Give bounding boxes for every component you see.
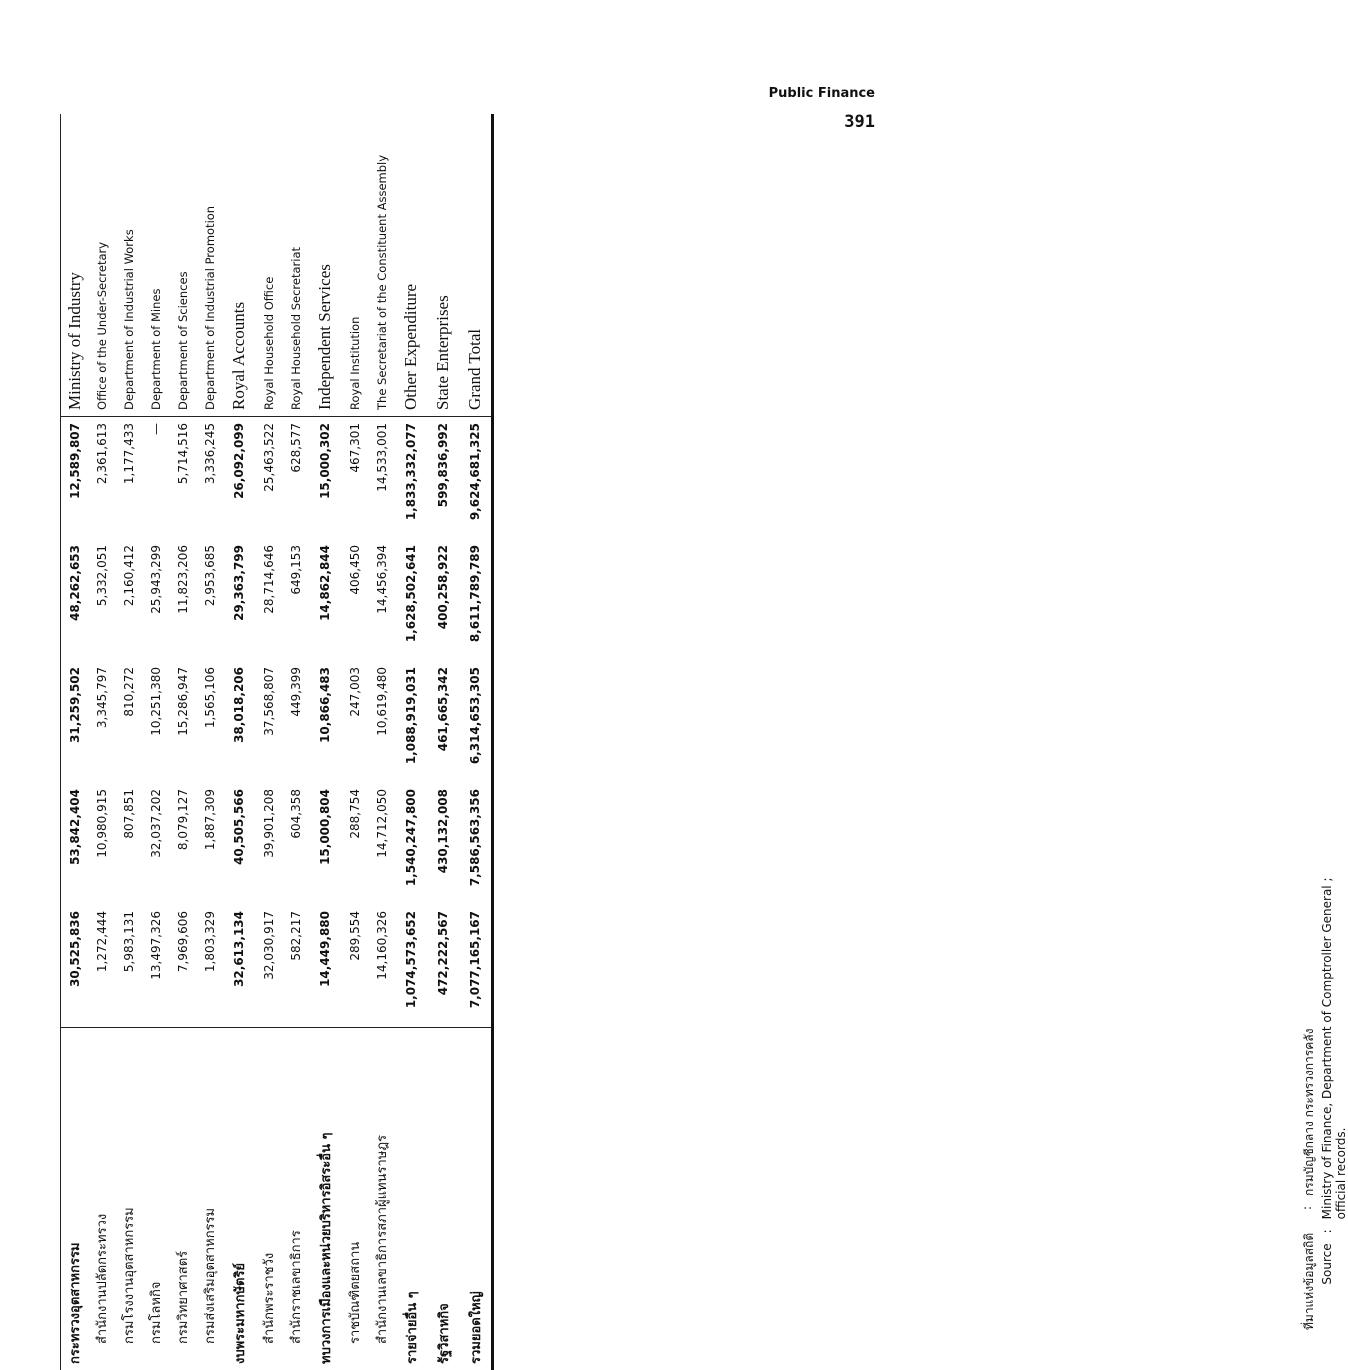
value-cell: 1,803,329 (196, 905, 223, 1028)
row-label-english: Independent Services (309, 114, 341, 417)
value-cell: 604,358 (282, 783, 309, 905)
row-label-english: Department of Industrial Promotion (196, 114, 223, 417)
value-cell: 2,160,412 (115, 539, 142, 661)
value-cell: 15,286,947 (169, 661, 196, 783)
table-row (88, 114, 115, 1370)
value-cell: 1,272,444 (88, 905, 115, 1028)
value-cell: 5,332,051 (88, 539, 115, 661)
value-cell: 467,301 (341, 417, 368, 540)
table-row (459, 114, 493, 1370)
row-label-english: Other Expenditure (395, 114, 427, 417)
table-row (61, 114, 89, 1370)
row-label-english: Department of Mines (142, 114, 169, 417)
value-cell: 430,132,008 (427, 783, 459, 905)
table-row (282, 114, 309, 1370)
table-row (142, 114, 169, 1370)
value-cell: 40,505,566 (223, 783, 255, 905)
value-cell: 1,177,433 (115, 417, 142, 540)
value-cell: 37,568,807 (255, 661, 282, 783)
value-cell: 1,074,573,652 (395, 905, 427, 1028)
value-cell: 26,092,099 (223, 417, 255, 540)
row-label-english: Department of Sciences (169, 114, 196, 417)
value-cell: 810,272 (115, 661, 142, 783)
value-cell: 9,624,681,325 (459, 417, 493, 540)
source-line-thai: ที่มาแห่งข้อมูลสถิติ : กรมบัญชีกลาง กระทรวงการคลัง (1300, 875, 1320, 1330)
source-thai-text: กรมบัญชีกลาง กระทรวงการคลัง (1300, 1029, 1320, 1196)
value-cell: 599,836,992 (427, 417, 459, 540)
value-cell: 1,565,106 (196, 661, 223, 783)
value-cell: 30,525,836 (61, 905, 89, 1028)
row-label-thai: รวมยอดใหญ่ (459, 1028, 493, 1370)
row-label-thai: สำนักพระราชวัง (255, 1028, 282, 1370)
value-cell: 39,901,208 (255, 783, 282, 905)
value-cell: 15,000,302 (309, 417, 341, 540)
value-cell: 1,628,502,641 (395, 539, 427, 661)
row-label-english: Royal Household Office (255, 114, 282, 417)
row-label-english: Ministry of Industry (61, 114, 89, 417)
page-number: 391 (844, 112, 875, 132)
value-cell: 13,497,326 (142, 905, 169, 1028)
row-label-english: Grand Total (459, 114, 493, 417)
value-cell: 2,361,613 (88, 417, 115, 540)
value-cell: 14,712,050 (368, 783, 395, 905)
value-cell: 14,533,001 (368, 417, 395, 540)
value-cell: 10,619,480 (368, 661, 395, 783)
value-cell: 649,153 (282, 539, 309, 661)
value-cell: 14,449,880 (309, 905, 341, 1028)
table-row (115, 114, 142, 1370)
row-label-english: Office of the Under-Secretary (88, 114, 115, 417)
row-label-english: Royal Accounts (223, 114, 255, 417)
row-label-english: Royal Household Secretariat (282, 114, 309, 417)
value-cell: 400,258,922 (427, 539, 459, 661)
table-row (395, 114, 427, 1370)
source-note (1300, 875, 1340, 1370)
value-cell: 2,953,685 (196, 539, 223, 661)
rotated-table-area (60, 130, 555, 1370)
source-english-label: Source (1320, 1243, 1340, 1330)
value-cell: 1,833,332,077 (395, 417, 427, 540)
row-label-thai: สำนักงานปลัดกระทรวง (88, 1028, 115, 1370)
source-thai-label: ที่มาแห่งข้อมูลสถิติ (1300, 1220, 1320, 1330)
value-cell: 5,983,131 (115, 905, 142, 1028)
value-cell: 38,018,206 (223, 661, 255, 783)
row-label-thai: ราชบัณฑิตยสถาน (341, 1028, 368, 1370)
value-cell: 12,589,807 (61, 417, 89, 540)
value-cell: 7,586,563,356 (459, 783, 493, 905)
value-cell: 406,450 (341, 539, 368, 661)
value-cell: 472,222,567 (427, 905, 459, 1028)
row-label-thai: สำนักงานเลขาธิการสภาผู้แทนราษฎร (368, 1028, 395, 1370)
row-label-english: State Enterprises (427, 114, 459, 417)
value-cell: 25,463,522 (255, 417, 282, 540)
value-cell: 461,665,342 (427, 661, 459, 783)
value-cell: 10,980,915 (88, 783, 115, 905)
value-cell: 32,037,202 (142, 783, 169, 905)
value-cell: 3,345,797 (88, 661, 115, 783)
value-cell: 14,862,844 (309, 539, 341, 661)
value-cell: 5,714,516 (169, 417, 196, 540)
value-cell: 582,217 (282, 905, 309, 1028)
table-row (169, 114, 196, 1370)
value-cell: 449,399 (282, 661, 309, 783)
row-label-thai: รัฐวิสาหกิจ (427, 1028, 459, 1370)
row-label-thai: สำนักราชเลขาธิการ (282, 1028, 309, 1370)
source-english-text: Ministry of Finance, Department of Comptroller General ; official records. (1320, 875, 1340, 1219)
row-label-english: Department of Industrial Works (115, 114, 142, 417)
value-cell: — (142, 417, 169, 540)
source-line-english: Source : Ministry of Finance, Department of Comptroller General ; official records. (1320, 875, 1340, 1330)
value-cell: 1,088,919,031 (395, 661, 427, 783)
value-cell: 628,577 (282, 417, 309, 540)
value-cell: 14,160,326 (368, 905, 395, 1028)
value-cell: 289,554 (341, 905, 368, 1028)
row-label-thai: กรมโลหกิจ (142, 1028, 169, 1370)
value-cell: 10,866,483 (309, 661, 341, 783)
value-cell: 25,943,299 (142, 539, 169, 661)
value-cell: 10,251,380 (142, 661, 169, 783)
value-cell: 31,259,502 (61, 661, 89, 783)
row-label-thai: ทบวงการเมืองและหน่วยบริหารอิสระอื่น ๆ (309, 1028, 341, 1370)
value-cell: 1,540,247,800 (395, 783, 427, 905)
row-label-thai: รายจ่ายอื่น ๆ (395, 1028, 427, 1370)
row-label-thai: กรมวิทยาศาสตร์ (169, 1028, 196, 1370)
value-cell: 288,754 (341, 783, 368, 905)
value-cell: 29,363,799 (223, 539, 255, 661)
value-cell: 8,079,127 (169, 783, 196, 905)
table-row (309, 114, 341, 1370)
table-row (223, 114, 255, 1370)
value-cell: 28,714,646 (255, 539, 282, 661)
table-row (196, 114, 223, 1370)
table-row (341, 114, 368, 1370)
value-cell: 14,456,394 (368, 539, 395, 661)
table-row (368, 114, 395, 1370)
row-label-english: Royal Institution (341, 114, 368, 417)
running-head: Public Finance (769, 86, 875, 101)
value-cell: 11,823,206 (169, 539, 196, 661)
value-cell: 53,842,404 (61, 783, 89, 905)
value-cell: 807,851 (115, 783, 142, 905)
row-label-thai: กระทรวงอุตสาหกรรม (61, 1028, 89, 1370)
value-cell: 32,030,917 (255, 905, 282, 1028)
row-label-thai: กรมโรงงานอุตสาหกรรม (115, 1028, 142, 1370)
table-row (427, 114, 459, 1370)
expenditure-table (60, 114, 494, 1370)
row-label-thai: กรมส่งเสริมอุตสาหกรรม (196, 1028, 223, 1370)
value-cell: 8,611,789,789 (459, 539, 493, 661)
value-cell: 48,262,653 (61, 539, 89, 661)
table-row (255, 114, 282, 1370)
value-cell: 32,613,134 (223, 905, 255, 1028)
row-label-english: The Secretariat of the Constituent Assembly (368, 114, 395, 417)
row-label-thai: งบพระมหากษัตริย์ (223, 1028, 255, 1370)
value-cell: 7,077,165,167 (459, 905, 493, 1028)
value-cell: 3,336,245 (196, 417, 223, 540)
value-cell: 15,000,804 (309, 783, 341, 905)
value-cell: 7,969,606 (169, 905, 196, 1028)
value-cell: 6,314,653,305 (459, 661, 493, 783)
value-cell: 1,887,309 (196, 783, 223, 905)
value-cell: 247,003 (341, 661, 368, 783)
